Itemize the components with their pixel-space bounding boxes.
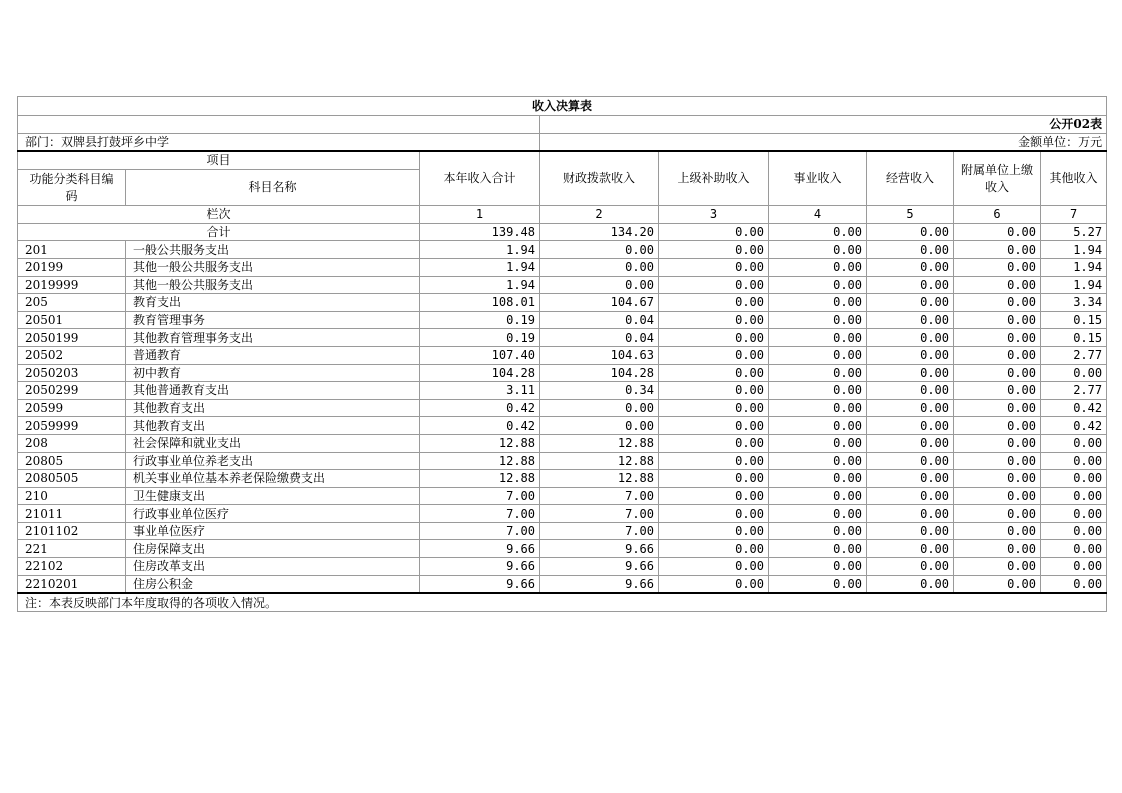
unit-label: 金额单位：万元 <box>540 133 1107 151</box>
amount-cell: 7.00 <box>540 505 659 523</box>
table-row <box>18 522 1107 540</box>
subject-name: 其他普通教育支出 <box>126 382 420 400</box>
amount-cell: 0.42 <box>1041 399 1107 417</box>
amount-cell: 0.00 <box>769 364 867 382</box>
amount-cell: 0.00 <box>659 399 769 417</box>
amount-cell: 0.00 <box>867 575 954 593</box>
subject-name: 行政事业单位医疗 <box>126 505 420 523</box>
meta-row <box>18 133 1107 151</box>
amount-cell: 0.00 <box>1041 434 1107 452</box>
col-index-4: 4 <box>769 206 867 224</box>
subject-name: 住房保障支出 <box>126 540 420 558</box>
amount-cell: 0.00 <box>659 241 769 259</box>
amount-cell: 104.28 <box>540 364 659 382</box>
amount-cell: 0.00 <box>769 346 867 364</box>
header-col-3: 上级补助收入 <box>659 151 769 206</box>
subject-code: 20502 <box>18 346 126 364</box>
amount-cell: 0.00 <box>867 417 954 435</box>
total-value-7: 5.27 <box>1041 223 1107 241</box>
amount-cell: 0.00 <box>867 540 954 558</box>
table-row <box>18 241 1107 259</box>
amount-cell: 1.94 <box>420 258 540 276</box>
amount-cell: 0.00 <box>1041 540 1107 558</box>
amount-cell: 0.00 <box>954 382 1041 400</box>
amount-cell: 1.94 <box>1041 258 1107 276</box>
amount-cell: 12.88 <box>420 470 540 488</box>
amount-cell: 12.88 <box>540 470 659 488</box>
header-name: 科目名称 <box>126 170 420 206</box>
amount-cell: 0.00 <box>769 434 867 452</box>
amount-cell: 0.00 <box>659 382 769 400</box>
amount-cell: 0.00 <box>954 522 1041 540</box>
amount-cell: 0.00 <box>769 452 867 470</box>
table-row <box>18 311 1107 329</box>
amount-cell: 9.66 <box>420 558 540 576</box>
col-index-5: 5 <box>867 206 954 224</box>
amount-cell: 0.00 <box>769 487 867 505</box>
total-value-5: 0.00 <box>867 223 954 241</box>
amount-cell: 0.15 <box>1041 329 1107 347</box>
amount-cell: 1.94 <box>420 241 540 259</box>
amount-cell: 0.00 <box>954 258 1041 276</box>
total-row <box>18 223 1107 241</box>
amount-cell: 0.00 <box>954 311 1041 329</box>
amount-cell: 104.63 <box>540 346 659 364</box>
amount-cell: 0.00 <box>540 276 659 294</box>
amount-cell: 0.00 <box>867 294 954 312</box>
amount-cell: 0.00 <box>659 434 769 452</box>
amount-cell: 0.42 <box>420 417 540 435</box>
table-row <box>18 364 1107 382</box>
table-title: 收入决算表 <box>18 97 1107 116</box>
table-row <box>18 276 1107 294</box>
subject-code: 20199 <box>18 258 126 276</box>
amount-cell: 0.00 <box>867 329 954 347</box>
table-row <box>18 487 1107 505</box>
col-index-3: 3 <box>659 206 769 224</box>
amount-cell: 9.66 <box>540 540 659 558</box>
amount-cell: 0.00 <box>769 258 867 276</box>
amount-cell: 9.66 <box>420 575 540 593</box>
amount-cell: 0.00 <box>867 558 954 576</box>
amount-cell: 1.94 <box>1041 276 1107 294</box>
subject-code: 205 <box>18 294 126 312</box>
amount-cell: 0.04 <box>540 311 659 329</box>
amount-cell: 0.00 <box>540 417 659 435</box>
subject-name: 教育管理事务 <box>126 311 420 329</box>
amount-cell: 7.00 <box>540 522 659 540</box>
subject-name: 其他教育支出 <box>126 417 420 435</box>
amount-cell: 0.00 <box>867 241 954 259</box>
table-row <box>18 452 1107 470</box>
table-row <box>18 540 1107 558</box>
header-col-5: 经营收入 <box>867 151 954 206</box>
amount-cell: 0.00 <box>954 575 1041 593</box>
table-row <box>18 434 1107 452</box>
col-index-row <box>18 206 1107 224</box>
table-row <box>18 294 1107 312</box>
amount-cell: 0.00 <box>659 329 769 347</box>
amount-cell: 7.00 <box>540 487 659 505</box>
header-col-7: 其他收入 <box>1041 151 1107 206</box>
amount-cell: 0.00 <box>769 575 867 593</box>
amount-cell: 3.11 <box>420 382 540 400</box>
title-row <box>18 97 1107 116</box>
income-table <box>17 96 1107 612</box>
amount-cell: 0.00 <box>659 452 769 470</box>
subject-code: 20599 <box>18 399 126 417</box>
amount-cell: 0.00 <box>769 382 867 400</box>
header-code: 功能分类科目编码 <box>18 170 126 206</box>
amount-cell: 0.00 <box>954 329 1041 347</box>
amount-cell: 0.00 <box>769 470 867 488</box>
header-col-4: 事业收入 <box>769 151 867 206</box>
amount-cell: 12.88 <box>540 452 659 470</box>
subject-name: 住房公积金 <box>126 575 420 593</box>
amount-cell: 9.66 <box>420 540 540 558</box>
amount-cell: 0.04 <box>540 329 659 347</box>
amount-cell: 0.00 <box>659 540 769 558</box>
table-row <box>18 399 1107 417</box>
col-index-label: 栏次 <box>18 206 420 224</box>
department-label: 部门：双牌县打鼓坪乡中学 <box>18 133 540 151</box>
amount-cell: 12.88 <box>420 434 540 452</box>
header-col-6: 附属单位上缴收入 <box>954 151 1041 206</box>
amount-cell: 0.00 <box>954 346 1041 364</box>
amount-cell: 0.00 <box>1041 470 1107 488</box>
subject-code: 2210201 <box>18 575 126 593</box>
amount-cell: 0.00 <box>954 470 1041 488</box>
amount-cell: 2.77 <box>1041 346 1107 364</box>
amount-cell: 0.19 <box>420 329 540 347</box>
amount-cell: 0.00 <box>769 522 867 540</box>
amount-cell: 0.00 <box>659 575 769 593</box>
amount-cell: 0.00 <box>954 505 1041 523</box>
amount-cell: 0.00 <box>769 329 867 347</box>
table-row <box>18 575 1107 593</box>
amount-cell: 104.28 <box>420 364 540 382</box>
amount-cell: 0.00 <box>954 558 1041 576</box>
subject-code: 20805 <box>18 452 126 470</box>
subject-code: 221 <box>18 540 126 558</box>
subject-name: 事业单位医疗 <box>126 522 420 540</box>
amount-cell: 9.66 <box>540 558 659 576</box>
amount-cell: 0.00 <box>769 540 867 558</box>
amount-cell: 0.00 <box>659 505 769 523</box>
amount-cell: 12.88 <box>420 452 540 470</box>
subject-code: 2059999 <box>18 417 126 435</box>
amount-cell: 0.00 <box>540 258 659 276</box>
amount-cell: 0.00 <box>659 470 769 488</box>
amount-cell: 104.67 <box>540 294 659 312</box>
amount-cell: 0.00 <box>659 294 769 312</box>
amount-cell: 0.00 <box>1041 505 1107 523</box>
amount-cell: 12.88 <box>540 434 659 452</box>
amount-cell: 0.00 <box>769 399 867 417</box>
amount-cell: 0.00 <box>867 382 954 400</box>
amount-cell: 107.40 <box>420 346 540 364</box>
footnote: 注：本表反映部门本年度取得的各项收入情况。 <box>18 593 1107 611</box>
amount-cell: 0.00 <box>867 399 954 417</box>
subject-name: 普通教育 <box>126 346 420 364</box>
amount-cell: 0.00 <box>659 417 769 435</box>
col-index-2: 2 <box>540 206 659 224</box>
amount-cell: 0.00 <box>954 487 1041 505</box>
amount-cell: 0.00 <box>659 276 769 294</box>
amount-cell: 0.00 <box>769 241 867 259</box>
amount-cell: 9.66 <box>540 575 659 593</box>
amount-cell: 0.00 <box>954 452 1041 470</box>
form-number-row <box>18 116 1107 134</box>
amount-cell: 0.00 <box>659 487 769 505</box>
amount-cell: 0.00 <box>1041 487 1107 505</box>
subject-code: 2019999 <box>18 276 126 294</box>
form-number: 公开02表 <box>540 116 1107 134</box>
amount-cell: 0.00 <box>867 434 954 452</box>
amount-cell: 0.00 <box>954 417 1041 435</box>
amount-cell: 0.19 <box>420 311 540 329</box>
amount-cell: 0.00 <box>1041 558 1107 576</box>
amount-cell: 0.00 <box>1041 522 1107 540</box>
total-value-4: 0.00 <box>769 223 867 241</box>
col-index-7: 7 <box>1041 206 1107 224</box>
subject-name: 住房改革支出 <box>126 558 420 576</box>
subject-code: 210 <box>18 487 126 505</box>
amount-cell: 0.00 <box>954 434 1041 452</box>
table-row <box>18 258 1107 276</box>
amount-cell: 0.00 <box>867 311 954 329</box>
amount-cell: 0.00 <box>954 294 1041 312</box>
amount-cell: 0.00 <box>659 346 769 364</box>
total-label: 合计 <box>18 223 420 241</box>
subject-code: 2080505 <box>18 470 126 488</box>
subject-code: 20501 <box>18 311 126 329</box>
amount-cell: 0.00 <box>540 399 659 417</box>
amount-cell: 0.00 <box>867 258 954 276</box>
subject-code: 2101102 <box>18 522 126 540</box>
total-value-3: 0.00 <box>659 223 769 241</box>
subject-code: 2050299 <box>18 382 126 400</box>
amount-cell: 0.00 <box>1041 364 1107 382</box>
total-value-2: 134.20 <box>540 223 659 241</box>
amount-cell: 0.00 <box>769 276 867 294</box>
income-statement-sheet <box>17 96 1106 612</box>
note-row <box>18 593 1107 611</box>
table-row <box>18 417 1107 435</box>
amount-cell: 0.00 <box>867 505 954 523</box>
amount-cell: 108.01 <box>420 294 540 312</box>
subject-name: 一般公共服务支出 <box>126 241 420 259</box>
subject-code: 22102 <box>18 558 126 576</box>
header-row-1 <box>18 151 1107 170</box>
total-value-6: 0.00 <box>954 223 1041 241</box>
amount-cell: 0.00 <box>1041 452 1107 470</box>
subject-code: 2050199 <box>18 329 126 347</box>
amount-cell: 0.00 <box>659 558 769 576</box>
amount-cell: 0.00 <box>769 294 867 312</box>
amount-cell: 0.00 <box>659 364 769 382</box>
data-rows <box>18 241 1107 593</box>
subject-name: 初中教育 <box>126 364 420 382</box>
subject-name: 其他一般公共服务支出 <box>126 258 420 276</box>
table-row <box>18 329 1107 347</box>
amount-cell: 0.00 <box>659 258 769 276</box>
table-row <box>18 505 1107 523</box>
amount-cell: 0.00 <box>769 505 867 523</box>
amount-cell: 0.42 <box>1041 417 1107 435</box>
amount-cell: 0.00 <box>954 540 1041 558</box>
amount-cell: 0.42 <box>420 399 540 417</box>
amount-cell: 0.00 <box>954 364 1041 382</box>
amount-cell: 0.15 <box>1041 311 1107 329</box>
amount-cell: 0.00 <box>867 487 954 505</box>
header-col-2: 财政拨款收入 <box>540 151 659 206</box>
table-row <box>18 558 1107 576</box>
amount-cell: 0.00 <box>659 522 769 540</box>
amount-cell: 0.00 <box>769 558 867 576</box>
table-row <box>18 382 1107 400</box>
subject-name: 教育支出 <box>126 294 420 312</box>
amount-cell: 7.00 <box>420 505 540 523</box>
amount-cell: 0.00 <box>540 241 659 259</box>
amount-cell: 7.00 <box>420 522 540 540</box>
amount-cell: 0.34 <box>540 382 659 400</box>
amount-cell: 0.00 <box>954 276 1041 294</box>
col-index-1: 1 <box>420 206 540 224</box>
header-col-1: 本年收入合计 <box>420 151 540 206</box>
amount-cell: 0.00 <box>954 241 1041 259</box>
amount-cell: 0.00 <box>867 276 954 294</box>
table-row <box>18 470 1107 488</box>
header-item: 项目 <box>18 151 420 170</box>
subject-name: 其他教育支出 <box>126 399 420 417</box>
amount-cell: 0.00 <box>659 311 769 329</box>
amount-cell: 2.77 <box>1041 382 1107 400</box>
total-value-1: 139.48 <box>420 223 540 241</box>
subject-name: 行政事业单位养老支出 <box>126 452 420 470</box>
subject-name: 卫生健康支出 <box>126 487 420 505</box>
subject-code: 201 <box>18 241 126 259</box>
amount-cell: 3.34 <box>1041 294 1107 312</box>
amount-cell: 0.00 <box>867 522 954 540</box>
amount-cell: 0.00 <box>769 311 867 329</box>
subject-name: 社会保障和就业支出 <box>126 434 420 452</box>
amount-cell: 0.00 <box>867 470 954 488</box>
subject-name: 其他一般公共服务支出 <box>126 276 420 294</box>
subject-name: 机关事业单位基本养老保险缴费支出 <box>126 470 420 488</box>
amount-cell: 0.00 <box>867 364 954 382</box>
amount-cell: 0.00 <box>867 346 954 364</box>
amount-cell: 0.00 <box>954 399 1041 417</box>
amount-cell: 7.00 <box>420 487 540 505</box>
table-row <box>18 346 1107 364</box>
amount-cell: 0.00 <box>1041 575 1107 593</box>
subject-code: 21011 <box>18 505 126 523</box>
subject-code: 2050203 <box>18 364 126 382</box>
amount-cell: 1.94 <box>420 276 540 294</box>
amount-cell: 1.94 <box>1041 241 1107 259</box>
subject-name: 其他教育管理事务支出 <box>126 329 420 347</box>
col-index-6: 6 <box>954 206 1041 224</box>
amount-cell: 0.00 <box>769 417 867 435</box>
subject-code: 208 <box>18 434 126 452</box>
amount-cell: 0.00 <box>867 452 954 470</box>
